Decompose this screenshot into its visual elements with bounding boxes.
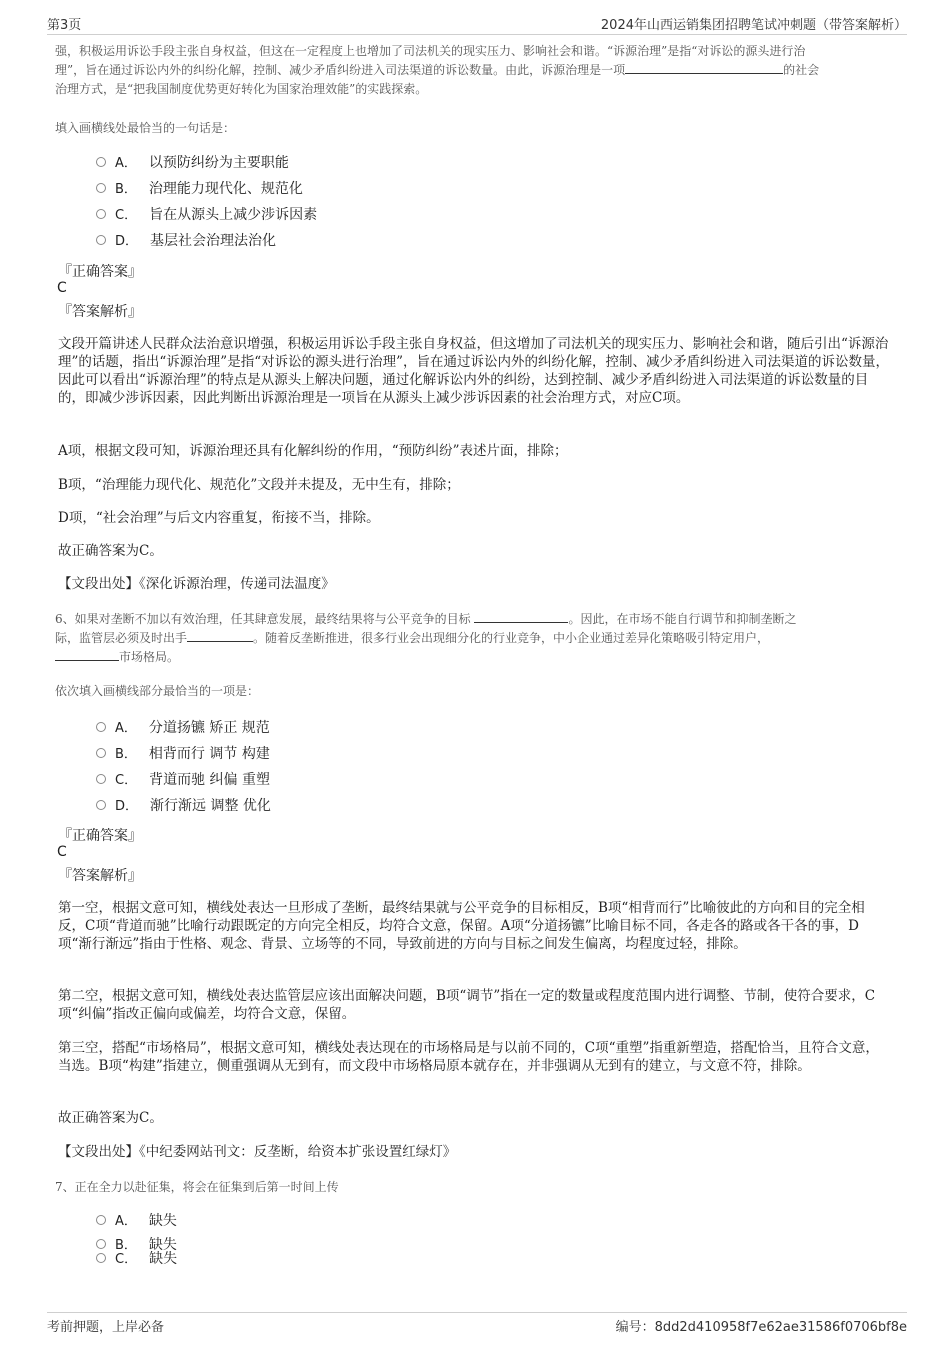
q6-analysis-blank2: 第二空，根据文意可知，横线处表达监管层应该出面解决问题，B项“调节”指在一定的数量或程度范围内进行调整、节制，使符合要求，C项“纠偏”指改正偏向或偏差，均符合文意，保留。	[58, 988, 876, 1022]
q5-analysis-main: 文段开篇讲述人民群众法治意识增强，积极运用诉讼手段主张自身权益，但这增加了司法机关的现实压力、影响社会和谐，随后引出“诉源治理”的话题，指出“诉源治理”是指“对诉讼的源头进行治理”，旨在通过诉讼内外的纠纷化解，控制、减少矛盾纠纷进入司法渠道的诉讼数量，因此可以看出“诉源治理”的特点是从源头上解决问题，通过化解诉讼内外的纠纷，达到控制、减少矛盾纠纷进入司法渠道的诉讼数量的目的，即减少涉诉因素，因此判断出诉源治理是一项旨在从源头上减少涉诉因素的社会治理方式，对应C项。	[58, 336, 890, 406]
page-header	[47, 14, 907, 35]
q5-stem-line3: 治理方式，是“把我国制度优势更好转化为国家治理效能”的实践探索。	[55, 82, 428, 96]
page-number: 第3页	[47, 18, 82, 33]
q5-analysis-d: D项，“社会治理”与后文内容重复，衔接不当，排除。	[58, 510, 380, 526]
q6-option-a[interactable]: A． 分道扬镳 矫正 规范	[96, 718, 270, 738]
q6-prompt: 依次填入画横线部分最恰当的一项是：	[55, 684, 260, 698]
q5-stem-line1: 强，积极运用诉讼手段主张自身权益，但这在一定程度上也增加了司法机关的现实压力、影响社会和谐。“诉源治理”是指“对诉讼的源头进行治	[55, 44, 806, 58]
q6-stem-line2: 际，监管层必须及时出手 。随着反垄断推进，很多行业会出现细分化的行业竞争，中小企业通过差异化策略吸引特定用户，	[55, 631, 770, 645]
q5-answer-label: 『正确答案』	[58, 264, 142, 280]
q6-answer: C	[57, 844, 67, 860]
q6-conclusion: 故正确答案为C。	[58, 1110, 163, 1126]
footer-slogan: 考前押题，上岸必备	[47, 1320, 165, 1335]
q6-answer-label: 『正确答案』	[58, 828, 142, 844]
radio-icon[interactable]	[96, 209, 106, 219]
radio-icon[interactable]	[96, 1253, 106, 1263]
q5-prompt: 填入画横线处最恰当的一句话是：	[55, 121, 236, 135]
q6-analysis-blank1: 第一空，根据文意可知，横线处表达一旦形成了垄断，最终结果就与公平竞争的目标相反，B项“相背而行”比喻彼此的方向和目的完全相反，C项“背道而驰”比喻行动跟既定的方向完全相反，均符合文意，保留。A项“分道扬镳”比喻目标不同，各走各的路或各干各的事，D项“渐行渐远”指由于性格、观念、背景、立场等的不同，导致前进的方向与目标之间发生偏离，均程度过轻，排除。	[58, 900, 865, 952]
q5-option-c[interactable]: C． 旨在从源头上减少涉诉因素	[96, 205, 317, 225]
radio-icon[interactable]	[96, 1215, 106, 1225]
radio-icon[interactable]	[96, 722, 106, 732]
q6-option-c[interactable]: C． 背道而驰 纠偏 重塑	[96, 770, 270, 790]
q7-option-a[interactable]: A． 缺失	[96, 1211, 177, 1231]
document-title: 2024年山西运销集团招聘笔试冲刺题（带答案解析）	[600, 18, 907, 33]
q5-stem	[55, 42, 895, 99]
radio-icon[interactable]	[96, 748, 106, 758]
document-code: 编号：8dd2d410958f7e62ae31586f0706bf8e	[615, 1320, 907, 1335]
radio-icon[interactable]	[96, 157, 106, 167]
radio-icon[interactable]	[96, 800, 106, 810]
q6-analysis-label: 『答案解析』	[58, 868, 142, 884]
radio-icon[interactable]	[96, 183, 106, 193]
radio-icon[interactable]	[96, 235, 106, 245]
page-footer	[47, 1312, 907, 1336]
q6-fill-blank-1	[474, 610, 568, 623]
q6-stem-line3: 市场格局。	[55, 648, 895, 667]
q5-answer: C	[57, 280, 67, 296]
q5-analysis-a: A项，根据文段可知，诉源治理还具有化解纠纷的作用，“预防纠纷”表述片面，排除；	[58, 443, 568, 459]
q6-fill-blank-2	[187, 629, 253, 642]
radio-icon[interactable]	[96, 1239, 106, 1249]
q5-option-b[interactable]: B． 治理能力现代化、规范化	[96, 179, 303, 199]
q5-option-d[interactable]: D． 基层社会治理法治化	[96, 231, 276, 251]
q5-analysis-label: 『答案解析』	[58, 304, 142, 320]
q6-source: 【文段出处】《中纪委网站刊文：反垄断，给资本扩张设置红绿灯》	[58, 1144, 457, 1160]
q5-conclusion: 故正确答案为C。	[58, 543, 163, 559]
q6-analysis-blank3: 第三空，搭配“市场格局”，根据文意可知，横线处表达现在的市场格局是与以前不同的，C项“重塑”指重新塑造，搭配恰当，且符合文意，当选。B项“构建”指建立，侧重强调从无到有，而文段中市场格局原本就存在，并非强调从无到有的建立，与文意不符，排除。	[58, 1040, 879, 1074]
q5-source: 【文段出处】《深化诉源治理，传递司法温度》	[58, 576, 335, 592]
q7-option-b[interactable]: B． 缺失	[96, 1237, 177, 1253]
radio-icon[interactable]	[96, 774, 106, 784]
q6-stem	[55, 610, 895, 667]
q6-stem-line1: 6、如果对垄断不加以有效治理，任其肆意发展，最终结果将与公平竞争的目标 。因此，在市场不能自行调节和抑制垄断之	[55, 612, 797, 626]
q5-stem-line2: 理”，旨在通过诉讼内外的纠纷化解，控制、减少矛盾纠纷进入司法渠道的诉讼数量。由此，诉源治理是一项 的社会	[55, 63, 820, 77]
q6-option-d[interactable]: D． 渐行渐远 调整 优化	[96, 796, 271, 816]
q5-fill-blank	[625, 61, 783, 74]
q6-option-b[interactable]: B． 相背而行 调节 构建	[96, 744, 270, 764]
q7-option-c[interactable]: C． 缺失	[96, 1251, 177, 1267]
q7-stem: 7、正在全力以赴征集，将会在征集到后第一时间上传	[55, 1180, 339, 1194]
q5-analysis-b: B项，“治理能力现代化、规范化”文段并未提及，无中生有，排除；	[58, 477, 460, 493]
q6-fill-blank-3	[55, 648, 119, 661]
q5-option-a[interactable]: A． 以预防纠纷为主要职能	[96, 153, 289, 173]
